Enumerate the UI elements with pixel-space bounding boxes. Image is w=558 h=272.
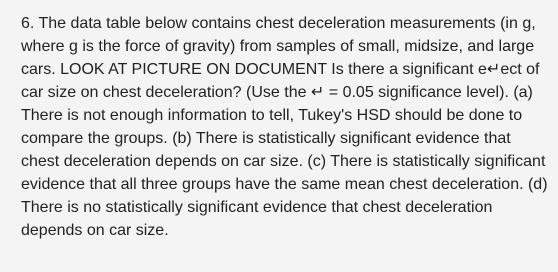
question-text: 6. The data table below contains chest deceleration measurements (in g, where g is the force of gravity) from samples of small, midsize, and large cars. LOOK AT PICTURE ON DOCUMENT Is there a significant e↵ect of car size on chest deceleration? (Use the ↵ = 0.05 significance level). (a) There is not enough information to tell, Tukey's HSD should be done to compare the groups. (b) There is statistically significant evidence that chest deceleration depends on car size. (c) There is statistically significant evidence that all three groups have the same mean chest deceleration. (d) There is no statistically significant evidence that chest deceleration depends on car size. xyxy=(21,15,548,239)
